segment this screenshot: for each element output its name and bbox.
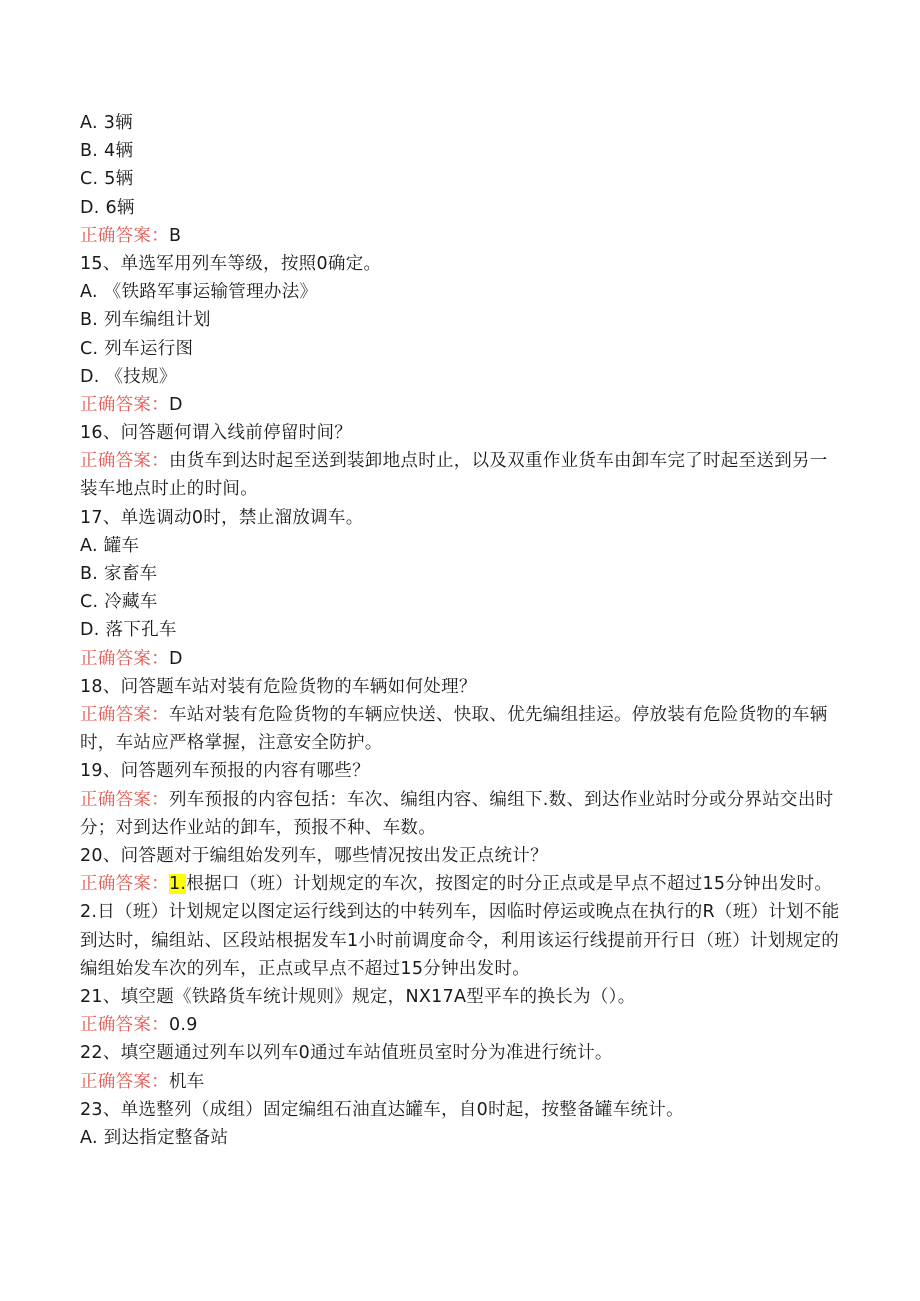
question-19: 19、问答题列车预报的内容有哪些？: [80, 761, 370, 782]
answer-line: [80, 1011, 840, 1039]
answer-text: B: [169, 225, 182, 246]
question-17: 17、单选调动0时，禁止溜放调车。: [80, 507, 364, 528]
answer-text: 0.9: [169, 1015, 198, 1036]
answer-label: 正确答案：: [80, 225, 169, 246]
answer-paragraph: [80, 870, 840, 898]
answer-label: 正确答案：: [80, 451, 169, 472]
answer-text: 由货车到达时起至送到装卸地点时止，以及双重作业货车由卸车完了时起至送到另一装车地点时止的时间。: [80, 451, 828, 500]
answer-text: 列车预报的内容包括：车次、编组内容、编组下.数、到达作业站时分或分界站交出时分；对到达作业站的卸车，预报不种、车数。: [80, 789, 834, 838]
question-16: 16、问答题何谓入线前停留时间？: [80, 423, 353, 444]
answer-text: 车站对装有危险货物的车辆应快送、快取、优先编组挂运。停放装有危险货物的车辆时，车站应严格掌握，注意安全防护。: [80, 704, 828, 754]
option-b: B. 列车编组计划: [80, 310, 211, 331]
document-page: [80, 109, 840, 1152]
option-c: C. 列车运行图: [80, 338, 194, 359]
option-a: A. 《铁路军事运输管理办法》: [80, 282, 318, 303]
highlighted-number: 1.: [169, 874, 187, 895]
option-d: D. 6辆: [80, 197, 135, 218]
option-a: A. 罐车: [80, 535, 140, 556]
answer-label: 正确答案：: [80, 1071, 169, 1092]
answer-label: 正确答案：: [80, 704, 169, 725]
option-d: D. 落下孔车: [80, 620, 177, 641]
answer-paragraph: [80, 786, 840, 842]
option-c: C. 5辆: [80, 169, 134, 190]
option-b: B. 家畜车: [80, 564, 158, 585]
answer-line: [80, 1068, 840, 1096]
answer-line: [80, 222, 840, 250]
answer-line: [80, 391, 840, 419]
answer-label: 正确答案：: [80, 874, 169, 895]
option-d: D. 《技规》: [80, 366, 177, 387]
answer-line: [80, 645, 840, 673]
answer-text: 机车: [169, 1071, 205, 1092]
answer-text: D: [169, 648, 183, 669]
option-b: B. 4辆: [80, 141, 134, 162]
answer-continuation: 2.日（班）计划规定以图定运行线到达的中转列车，因临时停运或晚点在执行的R（班）计划不能到达时，编组站、区段站根据发车1小时前调度命令，利用该运行线提前开行日（班）计划规定的编组始发车次的列车，正点或早点不超过15分钟出发时。: [80, 902, 840, 979]
answer-label: 正确答案：: [80, 1015, 169, 1036]
answer-text: 根据口（班）计划规定的车次，按图定的时分正点或是早点不超过15分钟出发时。: [186, 874, 833, 895]
question-20: 20、问答题对于编组始发列车，哪些情况按出发正点统计？: [80, 845, 548, 866]
answer-label: 正确答案：: [80, 789, 169, 810]
answer-text: D: [169, 394, 183, 415]
answer-label: 正确答案：: [80, 394, 169, 415]
option-a: A. 到达指定整备站: [80, 1127, 229, 1148]
question-22: 22、填空题通过列车以列车0通过车站值班员室时分为准进行统计。: [80, 1043, 613, 1064]
question-23: 23、单选整列（成组）固定编组石油直达罐车，自0时起，按整备罐车统计。: [80, 1099, 684, 1120]
answer-label: 正确答案：: [80, 648, 169, 669]
answer-paragraph: [80, 701, 840, 757]
question-15: 15、单选军用列车等级，按照0确定。: [80, 253, 382, 274]
option-a: A. 3辆: [80, 113, 133, 133]
answer-paragraph: [80, 447, 840, 503]
option-c: C. 冷藏车: [80, 592, 158, 613]
question-18: 18、问答题车站对装有危险货物的车辆如何处理？: [80, 676, 477, 697]
question-21: 21、填空题《铁路货车统计规则》规定，NX17A型平车的换长为（）。: [80, 986, 636, 1007]
